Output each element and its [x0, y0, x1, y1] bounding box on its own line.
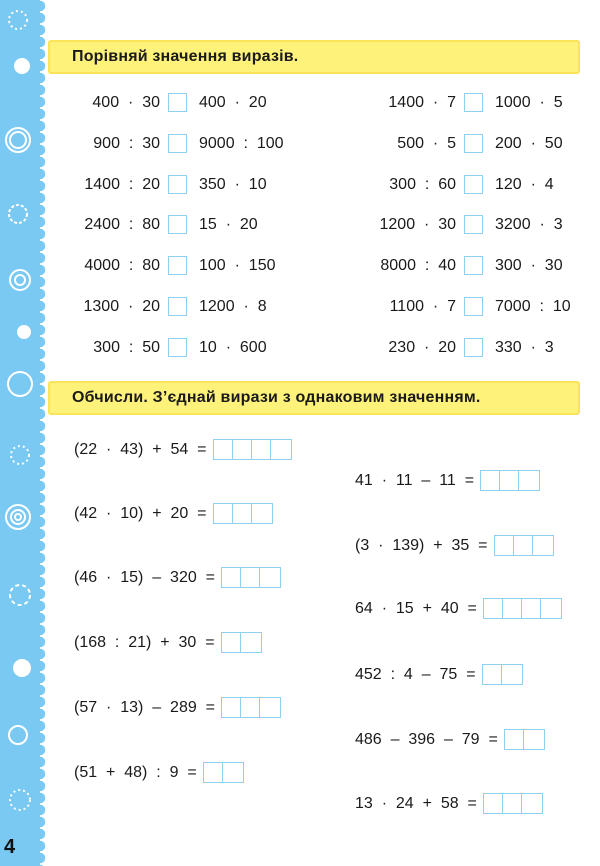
answer-cell[interactable]	[503, 794, 522, 813]
answer-cell[interactable]	[484, 794, 503, 813]
section2-title: Обчисли. З’єднай вирази з однаковим значенням.	[72, 389, 481, 406]
answer-cell[interactable]	[505, 730, 524, 749]
left-expr-left: 1300 · 20	[83, 298, 160, 315]
left-expr-left: 400 · 30	[92, 94, 160, 111]
answer-box[interactable]	[483, 793, 543, 814]
answer-cell[interactable]	[204, 763, 223, 782]
calc-expression: (57 · 13) – 289 =	[74, 699, 215, 716]
left-compare-box[interactable]	[168, 256, 187, 275]
answer-box[interactable]	[221, 567, 281, 588]
answer-cell[interactable]	[502, 665, 521, 684]
left-expr-right: 10 · 600	[199, 339, 267, 356]
answer-cell[interactable]	[233, 440, 252, 459]
left-expr-right: 15 · 20	[199, 216, 258, 233]
answer-cell[interactable]	[241, 633, 260, 652]
calc-expression: (3 · 139) + 35 =	[355, 537, 488, 554]
left-expr-right: 350 · 10	[199, 176, 267, 193]
right-expr-left: 230 · 20	[388, 339, 456, 356]
answer-box[interactable]	[203, 762, 244, 783]
left-compare-box[interactable]	[168, 338, 187, 357]
answer-cell[interactable]	[233, 504, 252, 523]
left-expr-left: 1400 : 20	[84, 176, 160, 193]
right-expr-right: 200 · 50	[495, 135, 563, 152]
answer-cell[interactable]	[484, 599, 503, 618]
right-compare-box[interactable]	[464, 134, 483, 153]
left-compare-box[interactable]	[168, 297, 187, 316]
answer-cell[interactable]	[483, 665, 502, 684]
answer-cell[interactable]	[252, 440, 271, 459]
answer-box[interactable]	[213, 439, 292, 460]
right-expr-right: 330 · 3	[495, 339, 554, 356]
right-compare-box[interactable]	[464, 297, 483, 316]
answer-cell[interactable]	[214, 440, 233, 459]
right-compare-box[interactable]	[464, 256, 483, 275]
right-expr-right: 3200 · 3	[495, 216, 563, 233]
left-expr-left: 300 : 50	[93, 339, 160, 356]
decorative-circles	[0, 0, 40, 866]
section2-banner	[48, 381, 580, 415]
right-expr-left: 1400 · 7	[388, 94, 456, 111]
answer-cell[interactable]	[241, 568, 260, 587]
strip-scallop-edge	[40, 0, 50, 866]
left-expr-right: 1200 · 8	[199, 298, 267, 315]
answer-cell[interactable]	[223, 763, 242, 782]
answer-cell[interactable]	[500, 471, 519, 490]
right-compare-box[interactable]	[464, 93, 483, 112]
answer-box[interactable]	[482, 664, 523, 685]
answer-cell[interactable]	[222, 568, 241, 587]
answer-box[interactable]	[213, 503, 273, 524]
answer-cell[interactable]	[252, 504, 271, 523]
answer-box[interactable]	[221, 697, 281, 718]
right-expr-right: 7000 : 10	[495, 298, 571, 315]
answer-cell[interactable]	[519, 471, 538, 490]
left-compare-box[interactable]	[168, 175, 187, 194]
left-expr-right: 9000 : 100	[199, 135, 284, 152]
left-expr-left: 2400 : 80	[84, 216, 160, 233]
answer-cell[interactable]	[524, 730, 543, 749]
calc-expression: 13 · 24 + 58 =	[355, 795, 477, 812]
left-expr-right: 100 · 150	[199, 257, 276, 274]
left-expr-left: 900 : 30	[93, 135, 160, 152]
answer-cell[interactable]	[533, 536, 552, 555]
answer-cell[interactable]	[271, 440, 290, 459]
answer-cell[interactable]	[222, 633, 241, 652]
left-expr-left: 4000 : 80	[84, 257, 160, 274]
answer-cell[interactable]	[260, 698, 279, 717]
right-compare-box[interactable]	[464, 175, 483, 194]
calc-expression: 41 · 11 – 11 =	[355, 472, 475, 489]
right-expr-right: 300 · 30	[495, 257, 563, 274]
side-strip	[0, 0, 40, 866]
section1-banner	[48, 40, 580, 74]
answer-box[interactable]	[221, 632, 262, 653]
section1-title: Порівняй значення виразів.	[72, 48, 299, 65]
page-number: 4	[4, 836, 16, 858]
right-expr-right: 120 · 4	[495, 176, 554, 193]
answer-cell[interactable]	[222, 698, 241, 717]
right-expr-left: 8000 : 40	[380, 257, 456, 274]
right-expr-right: 1000 · 5	[495, 94, 563, 111]
calc-expression: 452 : 4 – 75 =	[355, 666, 476, 683]
left-compare-box[interactable]	[168, 93, 187, 112]
calc-expression: (168 : 21) + 30 =	[74, 634, 215, 651]
right-expr-left: 1100 · 7	[389, 298, 456, 315]
answer-cell[interactable]	[214, 504, 233, 523]
answer-box[interactable]	[483, 598, 562, 619]
answer-cell[interactable]	[541, 599, 560, 618]
answer-cell[interactable]	[522, 599, 541, 618]
answer-cell[interactable]	[241, 698, 260, 717]
answer-cell[interactable]	[522, 794, 541, 813]
left-compare-box[interactable]	[168, 134, 187, 153]
answer-box[interactable]	[494, 535, 554, 556]
left-expr-right: 400 · 20	[199, 94, 267, 111]
answer-cell[interactable]	[514, 536, 533, 555]
calc-expression: 64 · 15 + 40 =	[355, 600, 477, 617]
calc-expression: (46 · 15) – 320 =	[74, 569, 215, 586]
calc-expression: (42 · 10) + 20 =	[74, 505, 207, 522]
right-compare-box[interactable]	[464, 215, 483, 234]
calc-expression: (22 · 43) + 54 =	[74, 441, 207, 458]
right-expr-left: 1200 · 30	[379, 216, 456, 233]
right-compare-box[interactable]	[464, 338, 483, 357]
right-expr-left: 500 · 5	[397, 135, 456, 152]
left-compare-box[interactable]	[168, 215, 187, 234]
answer-box[interactable]	[480, 470, 540, 491]
answer-box[interactable]	[504, 729, 545, 750]
calc-expression: 486 – 396 – 79 =	[355, 731, 498, 748]
answer-cell[interactable]	[495, 536, 514, 555]
calc-expression: (51 + 48) : 9 =	[74, 764, 197, 781]
answer-cell[interactable]	[503, 599, 522, 618]
right-expr-left: 300 : 60	[389, 176, 456, 193]
answer-cell[interactable]	[481, 471, 500, 490]
answer-cell[interactable]	[260, 568, 279, 587]
